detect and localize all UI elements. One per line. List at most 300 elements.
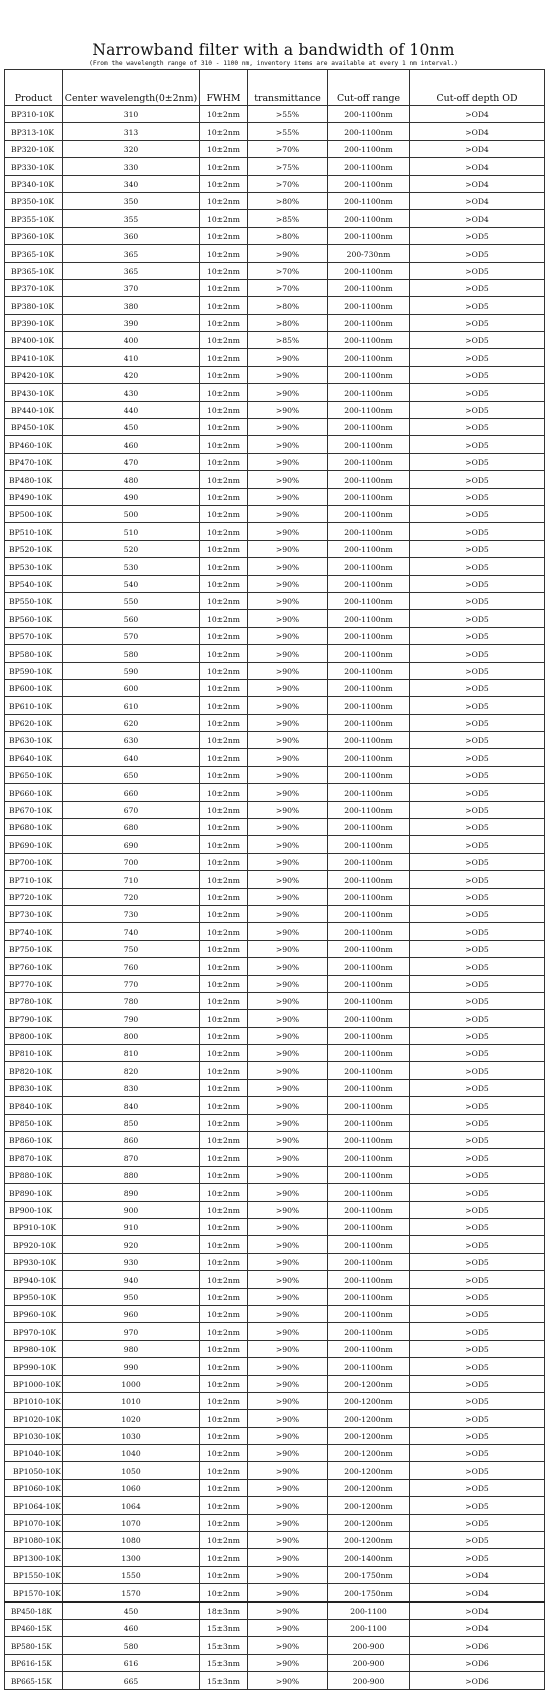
transmittance-cell: >90% xyxy=(248,1479,328,1496)
transmittance-cell: >90% xyxy=(248,1027,328,1044)
transmittance-cell: >90% xyxy=(248,1132,328,1149)
fwhm-cell: 15±3nm xyxy=(200,1672,248,1689)
wavelength-cell: 580 xyxy=(63,1637,200,1654)
transmittance-cell: >90% xyxy=(248,940,328,957)
wavelength-cell: 420 xyxy=(63,366,200,383)
fwhm-cell: 10±2nm xyxy=(200,1427,248,1444)
transmittance-cell: >85% xyxy=(248,332,328,349)
wavelength-cell: 610 xyxy=(63,697,200,714)
transmittance-cell: >70% xyxy=(248,262,328,279)
table-row xyxy=(5,592,545,609)
cutoff-range-cell: 200-1200nm xyxy=(328,1410,410,1427)
wavelength-cell: 430 xyxy=(63,384,200,401)
product-cell: BP890-10K xyxy=(5,1184,63,1201)
cutoff-depth-cell: >OD4 xyxy=(410,1602,545,1620)
cutoff-range-cell: 200-1100nm xyxy=(328,471,410,488)
table-row xyxy=(5,419,545,436)
table-row xyxy=(5,1532,545,1549)
wavelength-cell: 1060 xyxy=(63,1479,200,1496)
cutoff-range-cell: 200-1200nm xyxy=(328,1462,410,1479)
table-row xyxy=(5,1672,545,1689)
cutoff-depth-cell: >OD5 xyxy=(410,1166,545,1183)
cutoff-depth-cell: >OD5 xyxy=(410,749,545,766)
table-row xyxy=(5,175,545,192)
fwhm-cell: 10±2nm xyxy=(200,488,248,505)
cutoff-depth-cell: >OD5 xyxy=(410,1514,545,1531)
cutoff-depth-cell: >OD4 xyxy=(410,106,545,123)
table-row xyxy=(5,227,545,244)
table-row xyxy=(5,610,545,627)
transmittance-cell: >90% xyxy=(248,1375,328,1392)
transmittance-cell: >55% xyxy=(248,123,328,140)
fwhm-cell: 10±2nm xyxy=(200,349,248,366)
cutoff-range-cell: 200-1100nm xyxy=(328,766,410,783)
transmittance-cell: >90% xyxy=(248,853,328,870)
fwhm-cell: 10±2nm xyxy=(200,645,248,662)
fwhm-cell: 10±2nm xyxy=(200,366,248,383)
cutoff-depth-cell: >OD5 xyxy=(410,1340,545,1357)
wavelength-cell: 490 xyxy=(63,488,200,505)
cutoff-range-cell: 200-1100nm xyxy=(328,192,410,209)
product-cell: BP560-10K xyxy=(5,610,63,627)
product-cell: BP900-10K xyxy=(5,1201,63,1218)
transmittance-cell: >90% xyxy=(248,1532,328,1549)
cutoff-depth-cell: >OD5 xyxy=(410,1253,545,1270)
fwhm-cell: 10±2nm xyxy=(200,1219,248,1236)
fwhm-cell: 10±2nm xyxy=(200,1045,248,1062)
table-row xyxy=(5,1184,545,1201)
table-row xyxy=(5,245,545,262)
table-row xyxy=(5,540,545,557)
cutoff-range-cell: 200-1200nm xyxy=(328,1514,410,1531)
fwhm-cell: 15±3nm xyxy=(200,1619,248,1636)
product-cell: BP610-10K xyxy=(5,697,63,714)
wavelength-cell: 440 xyxy=(63,401,200,418)
product-cell: BP940-10K xyxy=(5,1271,63,1288)
table-row xyxy=(5,697,545,714)
product-cell: BP570-10K xyxy=(5,627,63,644)
product-cell: BP520-10K xyxy=(5,540,63,557)
cutoff-depth-cell: >OD4 xyxy=(410,192,545,209)
wavelength-cell: 365 xyxy=(63,262,200,279)
fwhm-cell: 10±2nm xyxy=(200,1166,248,1183)
table-row xyxy=(5,158,545,175)
filter-spec-table xyxy=(4,69,545,1690)
table-row xyxy=(5,505,545,522)
product-cell: BP500-10K xyxy=(5,505,63,522)
cutoff-depth-cell: >OD5 xyxy=(410,453,545,470)
table-row xyxy=(5,714,545,731)
table-row xyxy=(5,1584,545,1602)
table-row xyxy=(5,1079,545,1096)
fwhm-cell: 10±2nm xyxy=(200,1114,248,1131)
table-row xyxy=(5,1027,545,1044)
header-center-wavelength: Center wavelength(0±2nm) xyxy=(63,70,200,106)
table-row xyxy=(5,384,545,401)
transmittance-cell: >90% xyxy=(248,488,328,505)
table-row xyxy=(5,732,545,749)
transmittance-cell: >90% xyxy=(248,1079,328,1096)
cutoff-range-cell: 200-1100nm xyxy=(328,1027,410,1044)
cutoff-range-cell: 200-1100nm xyxy=(328,384,410,401)
header-fwhm: FWHM xyxy=(200,70,248,106)
fwhm-cell: 10±2nm xyxy=(200,175,248,192)
wavelength-cell: 640 xyxy=(63,749,200,766)
cutoff-depth-cell: >OD5 xyxy=(410,1045,545,1062)
wavelength-cell: 570 xyxy=(63,627,200,644)
product-cell: BP330-10K xyxy=(5,158,63,175)
cutoff-range-cell: 200-1100nm xyxy=(328,645,410,662)
product-cell: BP450-10K xyxy=(5,419,63,436)
cutoff-depth-cell: >OD5 xyxy=(410,262,545,279)
product-cell: BP1070-10K xyxy=(5,1514,63,1531)
cutoff-depth-cell: >OD6 xyxy=(410,1637,545,1654)
product-cell: BP680-10K xyxy=(5,819,63,836)
cutoff-depth-cell: >OD6 xyxy=(410,1672,545,1689)
transmittance-cell: >90% xyxy=(248,1253,328,1270)
cutoff-range-cell: 200-1400nm xyxy=(328,1549,410,1566)
product-cell: BP380-10K xyxy=(5,297,63,314)
cutoff-range-cell: 200-1100nm xyxy=(328,801,410,818)
fwhm-cell: 10±2nm xyxy=(200,1410,248,1427)
product-cell: BP860-10K xyxy=(5,1132,63,1149)
fwhm-cell: 10±2nm xyxy=(200,749,248,766)
cutoff-range-cell: 200-1750nm xyxy=(328,1566,410,1583)
fwhm-cell: 10±2nm xyxy=(200,1149,248,1166)
fwhm-cell: 10±2nm xyxy=(200,419,248,436)
wavelength-cell: 630 xyxy=(63,732,200,749)
wavelength-cell: 810 xyxy=(63,1045,200,1062)
wavelength-cell: 340 xyxy=(63,175,200,192)
transmittance-cell: >90% xyxy=(248,245,328,262)
fwhm-cell: 10±2nm xyxy=(200,1271,248,1288)
product-cell: BP470-10K xyxy=(5,453,63,470)
table-row xyxy=(5,558,545,575)
fwhm-cell: 10±2nm xyxy=(200,1236,248,1253)
cutoff-range-cell: 200-1100nm xyxy=(328,592,410,609)
cutoff-range-cell: 200-1100 xyxy=(328,1619,410,1636)
table-row xyxy=(5,784,545,801)
fwhm-cell: 10±2nm xyxy=(200,158,248,175)
transmittance-cell: >90% xyxy=(248,1305,328,1322)
table-row xyxy=(5,1479,545,1496)
table-row xyxy=(5,140,545,157)
cutoff-range-cell: 200-1100nm xyxy=(328,1323,410,1340)
cutoff-range-cell: 200-1100nm xyxy=(328,1288,410,1305)
transmittance-cell: >90% xyxy=(248,540,328,557)
product-cell: BP355-10K xyxy=(5,210,63,227)
cutoff-depth-cell: >OD5 xyxy=(410,384,545,401)
cutoff-depth-cell: >OD5 xyxy=(410,1427,545,1444)
cutoff-range-cell: 200-1100nm xyxy=(328,1236,410,1253)
wavelength-cell: 530 xyxy=(63,558,200,575)
wavelength-cell: 1030 xyxy=(63,1427,200,1444)
transmittance-cell: >80% xyxy=(248,297,328,314)
cutoff-range-cell: 200-1100nm xyxy=(328,697,410,714)
wavelength-cell: 330 xyxy=(63,158,200,175)
cutoff-depth-cell: >OD5 xyxy=(410,1236,545,1253)
fwhm-cell: 10±2nm xyxy=(200,853,248,870)
wavelength-cell: 720 xyxy=(63,888,200,905)
fwhm-cell: 10±2nm xyxy=(200,905,248,922)
cutoff-depth-cell: >OD5 xyxy=(410,1392,545,1409)
wavelength-cell: 850 xyxy=(63,1114,200,1131)
transmittance-cell: >90% xyxy=(248,610,328,627)
transmittance-cell: >90% xyxy=(248,575,328,592)
transmittance-cell: >90% xyxy=(248,592,328,609)
cutoff-range-cell: 200-1100nm xyxy=(328,505,410,522)
wavelength-cell: 390 xyxy=(63,314,200,331)
fwhm-cell: 10±2nm xyxy=(200,297,248,314)
header-cutoff-range: Cut-off range xyxy=(328,70,410,106)
transmittance-cell: >90% xyxy=(248,1201,328,1218)
transmittance-cell: >90% xyxy=(248,1514,328,1531)
transmittance-cell: >90% xyxy=(248,1392,328,1409)
cutoff-range-cell: 200-1100nm xyxy=(328,453,410,470)
cutoff-range-cell: 200-1100nm xyxy=(328,279,410,296)
cutoff-depth-cell: >OD5 xyxy=(410,1305,545,1322)
cutoff-depth-cell: >OD5 xyxy=(410,227,545,244)
transmittance-cell: >90% xyxy=(248,819,328,836)
transmittance-cell: >90% xyxy=(248,1637,328,1654)
table-row xyxy=(5,123,545,140)
product-cell: BP830-10K xyxy=(5,1079,63,1096)
transmittance-cell: >90% xyxy=(248,645,328,662)
product-cell: BP910-10K xyxy=(5,1219,63,1236)
wavelength-cell: 940 xyxy=(63,1271,200,1288)
cutoff-depth-cell: >OD5 xyxy=(410,853,545,870)
transmittance-cell: >90% xyxy=(248,732,328,749)
cutoff-range-cell: 200-1100nm xyxy=(328,1149,410,1166)
cutoff-depth-cell: >OD5 xyxy=(410,366,545,383)
table-row xyxy=(5,923,545,940)
product-cell: BP616-15K xyxy=(5,1654,63,1671)
table-row xyxy=(5,975,545,992)
product-cell: BP950-10K xyxy=(5,1288,63,1305)
fwhm-cell: 10±2nm xyxy=(200,1445,248,1462)
cutoff-depth-cell: >OD5 xyxy=(410,575,545,592)
wavelength-cell: 660 xyxy=(63,784,200,801)
fwhm-cell: 10±2nm xyxy=(200,1253,248,1270)
table-row xyxy=(5,453,545,470)
cutoff-range-cell: 200-1200nm xyxy=(328,1445,410,1462)
fwhm-cell: 10±2nm xyxy=(200,819,248,836)
cutoff-depth-cell: >OD5 xyxy=(410,314,545,331)
product-cell: BP1000-10K xyxy=(5,1375,63,1392)
table-row xyxy=(5,471,545,488)
cutoff-range-cell: 200-1100nm xyxy=(328,662,410,679)
wavelength-cell: 1010 xyxy=(63,1392,200,1409)
wavelength-cell: 740 xyxy=(63,923,200,940)
wavelength-cell: 580 xyxy=(63,645,200,662)
transmittance-cell: >90% xyxy=(248,1010,328,1027)
transmittance-cell: >90% xyxy=(248,1288,328,1305)
cutoff-range-cell: 200-1100nm xyxy=(328,106,410,123)
cutoff-depth-cell: >OD5 xyxy=(410,1410,545,1427)
product-cell: BP440-10K xyxy=(5,401,63,418)
product-cell: BP990-10K xyxy=(5,1358,63,1375)
transmittance-cell: >90% xyxy=(248,1166,328,1183)
product-cell: BP840-10K xyxy=(5,1097,63,1114)
product-cell: BP700-10K xyxy=(5,853,63,870)
cutoff-depth-cell: >OD5 xyxy=(410,436,545,453)
wavelength-cell: 910 xyxy=(63,1219,200,1236)
cutoff-range-cell: 200-1100nm xyxy=(328,401,410,418)
product-cell: BP670-10K xyxy=(5,801,63,818)
cutoff-depth-cell: >OD5 xyxy=(410,488,545,505)
table-row xyxy=(5,1514,545,1531)
cutoff-range-cell: 200-1750nm xyxy=(328,1584,410,1602)
product-cell: BP420-10K xyxy=(5,366,63,383)
fwhm-cell: 10±2nm xyxy=(200,1097,248,1114)
table-row xyxy=(5,1149,545,1166)
wavelength-cell: 690 xyxy=(63,836,200,853)
wavelength-cell: 460 xyxy=(63,1619,200,1636)
product-cell: BP790-10K xyxy=(5,1010,63,1027)
product-cell: BP480-10K xyxy=(5,471,63,488)
cutoff-range-cell: 200-1100nm xyxy=(328,575,410,592)
product-cell: BP1030-10K xyxy=(5,1427,63,1444)
table-row xyxy=(5,958,545,975)
cutoff-depth-cell: >OD5 xyxy=(410,1462,545,1479)
product-cell: BP430-10K xyxy=(5,384,63,401)
wavelength-cell: 360 xyxy=(63,227,200,244)
table-row xyxy=(5,332,545,349)
wavelength-cell: 620 xyxy=(63,714,200,731)
table-row xyxy=(5,871,545,888)
product-cell: BP970-10K xyxy=(5,1323,63,1340)
cutoff-depth-cell: >OD5 xyxy=(410,958,545,975)
fwhm-cell: 10±2nm xyxy=(200,1462,248,1479)
cutoff-depth-cell: >OD5 xyxy=(410,1479,545,1496)
fwhm-cell: 10±2nm xyxy=(200,1584,248,1602)
cutoff-range-cell: 200-1100nm xyxy=(328,540,410,557)
cutoff-depth-cell: >OD6 xyxy=(410,1654,545,1671)
table-row xyxy=(5,1288,545,1305)
table-row xyxy=(5,1219,545,1236)
table-row xyxy=(5,106,545,123)
fwhm-cell: 10±2nm xyxy=(200,958,248,975)
fwhm-cell: 10±2nm xyxy=(200,1201,248,1218)
fwhm-cell: 10±2nm xyxy=(200,471,248,488)
cutoff-depth-cell: >OD4 xyxy=(410,1619,545,1636)
table-row xyxy=(5,679,545,696)
table-row xyxy=(5,366,545,383)
transmittance-cell: >90% xyxy=(248,1062,328,1079)
product-cell: BP980-10K xyxy=(5,1340,63,1357)
cutoff-depth-cell: >OD5 xyxy=(410,662,545,679)
cutoff-range-cell: 200-1100nm xyxy=(328,436,410,453)
cutoff-depth-cell: >OD5 xyxy=(410,627,545,644)
product-cell: BP370-10K xyxy=(5,279,63,296)
product-cell: BP630-10K xyxy=(5,732,63,749)
product-cell: BP1010-10K xyxy=(5,1392,63,1409)
wavelength-cell: 520 xyxy=(63,540,200,557)
cutoff-depth-cell: >OD5 xyxy=(410,558,545,575)
transmittance-cell: >90% xyxy=(248,349,328,366)
header-transmittance: transmittance xyxy=(248,70,328,106)
cutoff-range-cell: 200-1200nm xyxy=(328,1427,410,1444)
document-subtitle: (From the wavelength range of 310 - 1100 nm, inventory items are available at every 1 nm interval.) xyxy=(89,60,458,67)
transmittance-cell: >90% xyxy=(248,1358,328,1375)
cutoff-depth-cell: >OD5 xyxy=(410,992,545,1009)
wavelength-cell: 800 xyxy=(63,1027,200,1044)
transmittance-cell: >90% xyxy=(248,679,328,696)
cutoff-depth-cell: >OD5 xyxy=(410,679,545,696)
cutoff-depth-cell: >OD5 xyxy=(410,819,545,836)
product-cell: BP850-10K xyxy=(5,1114,63,1131)
table-row xyxy=(5,349,545,366)
wavelength-cell: 365 xyxy=(63,245,200,262)
wavelength-cell: 830 xyxy=(63,1079,200,1096)
transmittance-cell: >90% xyxy=(248,923,328,940)
cutoff-depth-cell: >OD4 xyxy=(410,1584,545,1602)
fwhm-cell: 10±2nm xyxy=(200,975,248,992)
fwhm-cell: 10±2nm xyxy=(200,662,248,679)
wavelength-cell: 1080 xyxy=(63,1532,200,1549)
fwhm-cell: 10±2nm xyxy=(200,1532,248,1549)
fwhm-cell: 10±2nm xyxy=(200,1010,248,1027)
wavelength-cell: 950 xyxy=(63,1288,200,1305)
table-row xyxy=(5,853,545,870)
table-row xyxy=(5,1462,545,1479)
table-row xyxy=(5,1062,545,1079)
cutoff-range-cell: 200-1100 xyxy=(328,1602,410,1620)
cutoff-range-cell: 200-1100nm xyxy=(328,523,410,540)
cutoff-depth-cell: >OD5 xyxy=(410,923,545,940)
table-row xyxy=(5,1010,545,1027)
table-row xyxy=(5,1236,545,1253)
wavelength-cell: 670 xyxy=(63,801,200,818)
transmittance-cell: >90% xyxy=(248,1271,328,1288)
wavelength-cell: 700 xyxy=(63,853,200,870)
transmittance-cell: >90% xyxy=(248,627,328,644)
cutoff-range-cell: 200-1100nm xyxy=(328,227,410,244)
fwhm-cell: 10±2nm xyxy=(200,505,248,522)
wavelength-cell: 590 xyxy=(63,662,200,679)
transmittance-cell: >90% xyxy=(248,1654,328,1671)
table-row xyxy=(5,1305,545,1322)
transmittance-cell: >90% xyxy=(248,1619,328,1636)
cutoff-depth-cell: >OD5 xyxy=(410,1079,545,1096)
transmittance-cell: >90% xyxy=(248,1566,328,1583)
table-row xyxy=(5,1602,545,1620)
wavelength-cell: 760 xyxy=(63,958,200,975)
transmittance-cell: >90% xyxy=(248,1149,328,1166)
product-cell: BP710-10K xyxy=(5,871,63,888)
table-row xyxy=(5,1654,545,1671)
cutoff-range-cell: 200-1100nm xyxy=(328,1305,410,1322)
product-cell: BP1060-10K xyxy=(5,1479,63,1496)
cutoff-range-cell: 200-1100nm xyxy=(328,1045,410,1062)
wavelength-cell: 350 xyxy=(63,192,200,209)
wavelength-cell: 510 xyxy=(63,523,200,540)
product-cell: BP460-15K xyxy=(5,1619,63,1636)
wavelength-cell: 320 xyxy=(63,140,200,157)
wavelength-cell: 450 xyxy=(63,1602,200,1620)
fwhm-cell: 10±2nm xyxy=(200,679,248,696)
product-cell: BP1064-10K xyxy=(5,1497,63,1514)
fwhm-cell: 10±2nm xyxy=(200,610,248,627)
table-row xyxy=(5,210,545,227)
transmittance-cell: >90% xyxy=(248,419,328,436)
transmittance-cell: >90% xyxy=(248,366,328,383)
product-cell: BP960-10K xyxy=(5,1305,63,1322)
fwhm-cell: 10±2nm xyxy=(200,766,248,783)
cutoff-depth-cell: >OD5 xyxy=(410,905,545,922)
transmittance-cell: >90% xyxy=(248,697,328,714)
wavelength-cell: 1300 xyxy=(63,1549,200,1566)
